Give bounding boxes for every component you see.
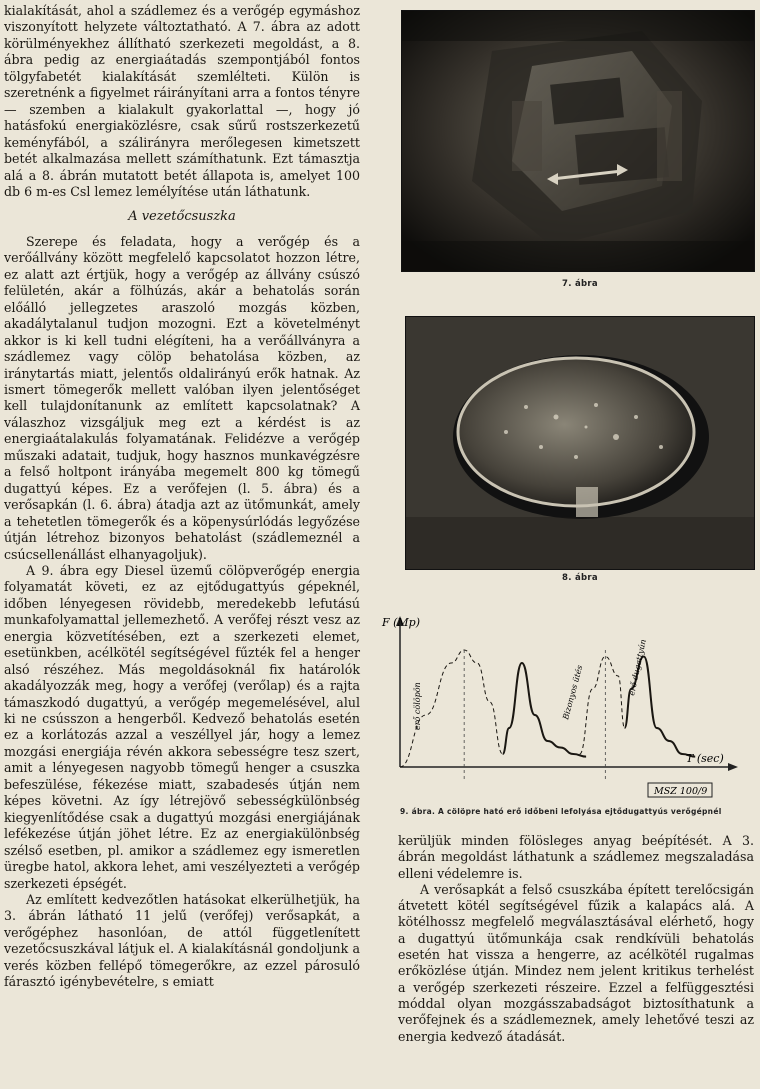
paragraph: A verősapkát a felső csuszkába épített terelőcsigán átvetett kötél segítségével fűzik a kalapács alá. A kötélhossz megfelelő megválasztásával elérhető, hogy a dugattyú ütőmunkája csak rendkívüli behatolás esetén hat vissza a hengerre, az acélkötél rugalmas erőközlése útján. Mindez nem jelent kritikus terhelést a verőgép szerkezeti részeire. Ezzel a felfüggesztési móddal olyan mozgásszabadságot biztosíthatunk a verőfejnek és a szádlemeznek, amely lehetővé teszi az energia kedvező átadását. — [398, 881, 754, 1044]
force-curve-3 — [580, 657, 625, 755]
curve-label-mid: Bizonyos ütés — [561, 664, 585, 721]
figure-7-photo — [401, 10, 755, 272]
figure-8-photo — [405, 316, 755, 570]
figure-8-caption: 8. ábra — [562, 573, 598, 583]
paragraph: kerüljük minden fölösleges anyag beépítését. A 3. ábrán megoldást láthatunk a szádlemez megszaladása elleni védelemre is. — [398, 833, 754, 881]
stamp-label: MSZ 100/9 — [654, 786, 708, 797]
section-heading: A vezetőcsuszka — [128, 209, 236, 225]
curve-label-right: erő dugattyún — [627, 638, 648, 697]
right-column — [398, 833, 754, 1045]
figure-7-caption: 7. ábra — [562, 279, 598, 289]
paragraph: A 9. ábra egy Diesel üzemű cölöpverőgép energia folyamatát követi, ez az ejtődugattyús gépeknél, időben lényegesen rövidebb, meredekebb lefutású munkafolyamattal jellemezhető. A verőfej részt vesz az energia közvetítésében, ezt a szerkezeti elemet, esetünkben, acélkötél segítségével fűzték fel a henger alsó részéhez. Más megoldásoknál fix határolók akadályozzák meg, hogy a verőfej (verőlap) és a rajta támaszkodó dugattyú, a verőgép megemelésével, alul ki ne csússzon a hengerből. Kedvező behatolás esetén ez a korlátozás azzal a veszéllyel jár, hogy a lemez mozgási energiája révén akkora sebességre tesz szert, amit a lényegesen nagyobb tömegű henger a csuszka befeszülése, fékezése miatt, szabadesés útján nem képes követni. Az így létrejövő sebességkülönbség kiegyenlítődése csak a dugattyú mozgási energiájának lefékezése útján jöhet létre. Ez az energiakülönbség szélső esetben, pl. amikor a szádlemez egy ismeretlen üregbe hatol, akkora lehet, ami veszélyezteti a verőgép szerkezeti épségét. — [4, 562, 360, 891]
curve-label-left: erő cölöpön — [413, 682, 422, 730]
x-axis-arrow — [728, 763, 738, 771]
figure-9-caption: 9. ábra. A cölöpre ható erő időbeni lefolyása ejtődugattyús verőgépnél — [400, 807, 722, 816]
left-column — [4, 3, 360, 991]
y-axis-label: F (Mp) — [382, 616, 421, 629]
insert-photo-illustration — [406, 317, 754, 569]
x-axis-label: T (sec) — [686, 752, 724, 765]
paragraph: kialakítását, ahol a szádlemez és a verőgép egymáshoz viszonyított helyzete változtatható. A 7. ábra az adott körülményekhez állítható szerkezeti megoldást, a 8. ábra pedig az energiaátadás szempontjából fontos tölgyfabetét kialakítását szemlélteti. Külön is szeretnénk a figyelmet ráirányítani arra a fontos tényre — szemben a kialakult gyakorlattal —, hogy jó hatásfokú energiaközlésre, csak sűrű rostszerkezetű keményfából, a szálirányra merőlegesen kimetszett betét alkalmazása mellett számíthatunk. Ezt támasztja alá a 8. ábrán mutatott betét állapota is, amelyet 100 db 6 m-es Csl lemez lemélyítése után láthatunk. — [4, 3, 360, 199]
machine-photo-illustration — [402, 11, 754, 271]
paragraph: Szerepe és feladata, hogy a verőgép és a verőállvány között megfelelő kapcsolatot hozzon létre, ez alatt azt értjük, hogy a verőgép az állvány csúszó felületén, akár a fölhúzás, akár a behatolás során előálló jellegzetes araszoló mozgás közben, akadálytalanul tudjon mozogni. Ezt a követelményt akkor is ki kell tudni elégíteni, ha a verőállványra a szádlemez vagy cölöp behatolása közben, az iránytartás miatt, jelentős oldalirányú erők hatnak. Az ismert tömegerők mellett valóban ilyen jelentőséget kell tulajdonítanunk az említett kapcsolatnak? A válaszhoz vizsgáljuk meg ezt a kérdést is az energiaátalakulás folyamatának. Felidézve a verőgép műszaki adatait, tudjuk, hogy hasznos munkavégzésre a felső holtpont irányába megemelt 800 kg tömegű dugattyú képes. Ez a verőfejen (l. 5. ábra) és a verősapkán (l. 6. ábra) átadja azt az ütőmunkát, amely a tehetetlen tömegerők és a köpenysúrlódás legyőzése útján létrehoz bizonyos behatolást (szádlemeznél a csúcsellenállást elhanyagoljuk). — [4, 233, 360, 562]
figure-9-chart — [378, 612, 758, 812]
paragraph: Az említett kedvezőtlen hatásokat elkerülhetjük, ha 3. ábrán látható 11 jelű (verőfej) verősapkát, a verőgéphez hasonlóan, de attól függetlenített vezetőcsuszkával látjuk el. A kialakításnál gondoljunk a verés közben fellépő tömegerőkre, az ezzel párosuló fárasztó igénybevételre, s emiatt — [4, 892, 360, 990]
